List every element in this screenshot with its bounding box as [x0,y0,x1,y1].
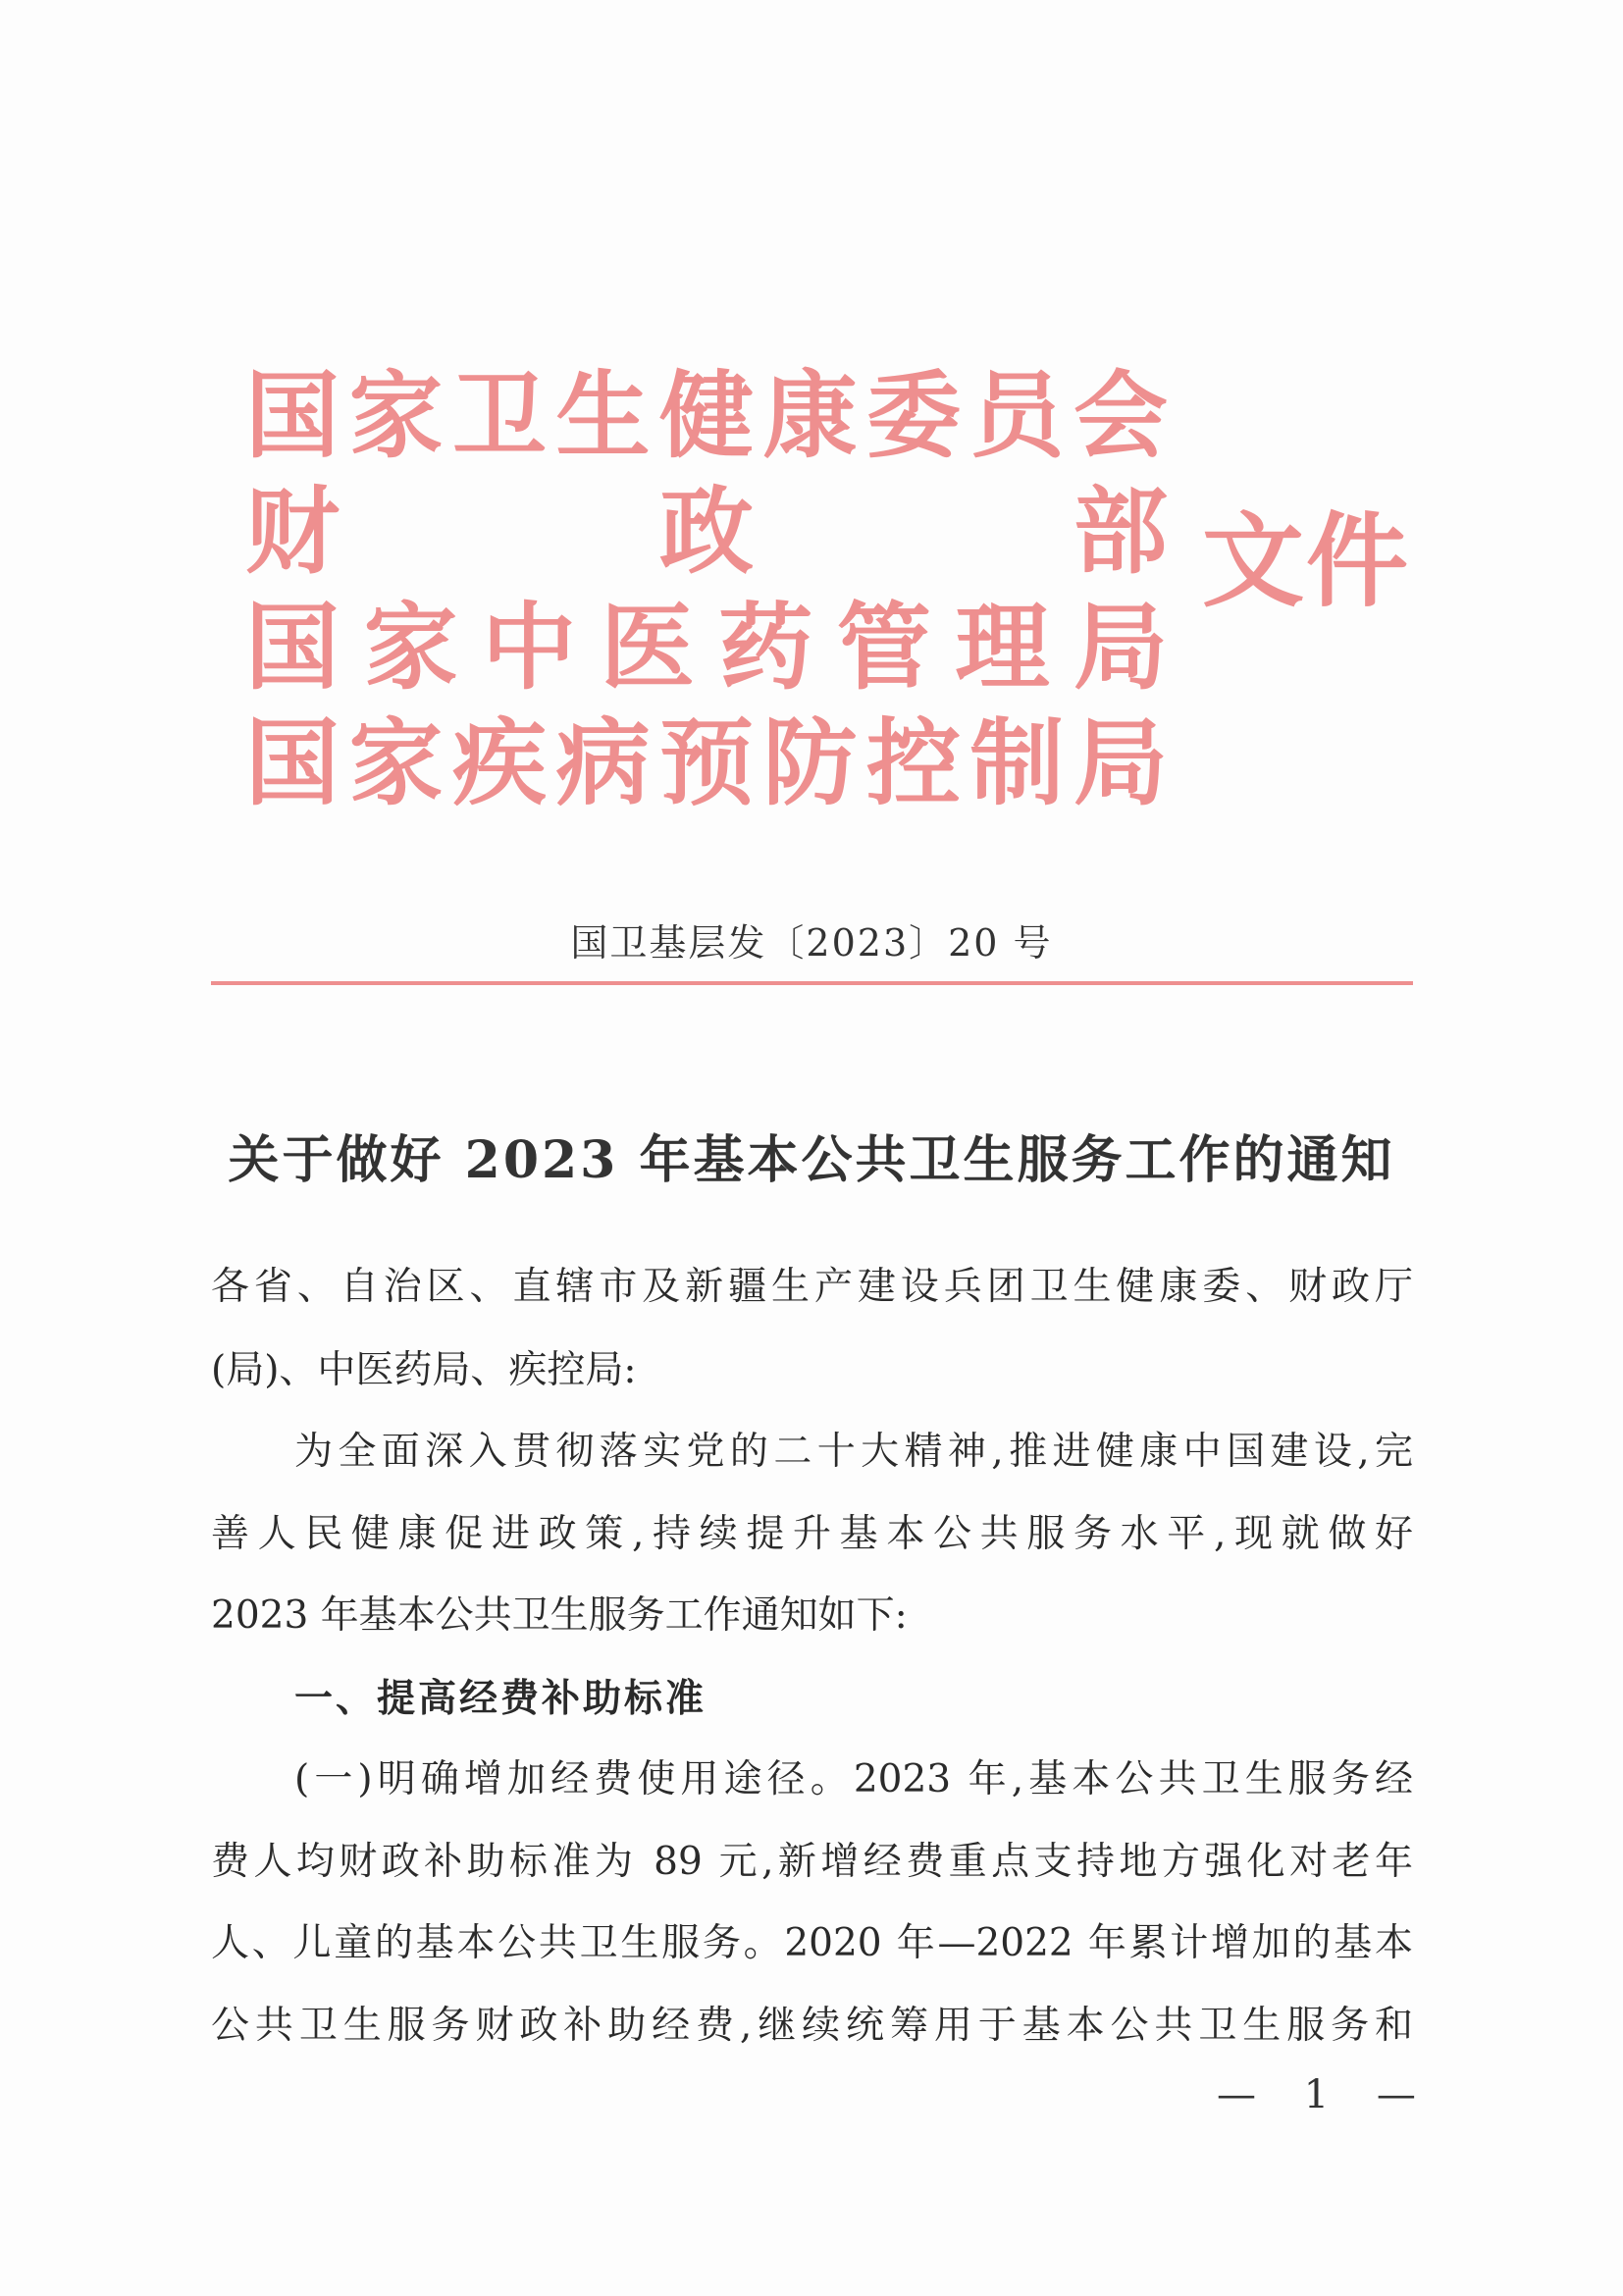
body-text-line: 人、儿童的基本公共卫生服务。2020 年—2022 年累计增加的基本 [211,1921,1413,1965]
issuer-character: 疾 [452,707,547,818]
issuer-character: 财 [245,476,340,587]
issuer-character: 家 [363,592,458,703]
issuer-character: 理 [955,592,1050,703]
issuer-character: 国 [245,707,340,818]
issuer-character: 医 [600,592,695,703]
issuer-character: 卫 [452,360,547,471]
issuer-row [245,358,1168,474]
issuer-character: 药 [718,592,813,703]
salutation-line: (局)、中医药局、疾控局: [211,1348,637,1392]
issuer-character: 康 [762,360,858,471]
issuer-character: 家 [348,707,444,818]
issuer-character: 国 [245,592,340,703]
issuer-row [245,590,1168,705]
body-text-line: (一)明确增加经费使用途径。2023 年,基本公共卫生服务经 [294,1757,1413,1801]
issuer-character: 防 [762,707,858,818]
issuer-character: 制 [969,707,1065,818]
issuer-character: 部 [1073,476,1168,587]
issuer-character: 生 [555,360,651,471]
issuer-character: 中 [482,592,577,703]
issuer-character: 健 [659,360,754,471]
file-suffix: 文件 [1202,500,1411,621]
document-number: 国卫基层发〔2023〕20 号 [570,921,1053,965]
issuer-character: 家 [348,360,444,471]
salutation-line: 各省、自治区、直辖市及新疆生产建设兵团卫生健康委、财政厅 [211,1265,1413,1309]
issuer-character: 员 [969,360,1065,471]
body-text-line: 费人均财政补助标准为 89 元,新增经费重点支持地方强化对老年 [211,1840,1413,1884]
body-text-line: 为全面深入贯彻落实党的二十大精神,推进健康中国建设,完 [294,1430,1413,1474]
issuer-character: 病 [555,707,651,818]
body-text-line: 公共卫生服务财政补助经费,继续统筹用于基本公共卫生服务和 [211,2004,1413,2048]
issuer-character: 控 [866,707,961,818]
document-title: 关于做好 2023 年基本公共卫生服务工作的通知 [228,1130,1395,1190]
body-text-line: 2023 年基本公共卫生服务工作通知如下: [211,1593,908,1638]
issuer-row [245,474,1168,590]
issuer-character: 局 [1073,592,1168,703]
issuer-character: 预 [659,707,754,818]
red-divider-line [211,981,1413,985]
issuer-row [245,705,1168,821]
issuer-character: 管 [836,592,931,703]
issuer-character: 委 [866,360,961,471]
issuer-character: 国 [245,360,340,471]
issuer-character: 局 [1073,707,1168,818]
page-number: — 1 — [1217,2072,1434,2117]
body-text-line: 善人民健康促进政策,持续提升基本公共服务水平,现就做好 [211,1512,1413,1556]
issuer-character: 会 [1073,360,1168,471]
issuing-authorities [245,358,1168,821]
issuer-character: 政 [659,476,754,587]
section-heading: 一、提高经费补助标准 [294,1677,707,1721]
